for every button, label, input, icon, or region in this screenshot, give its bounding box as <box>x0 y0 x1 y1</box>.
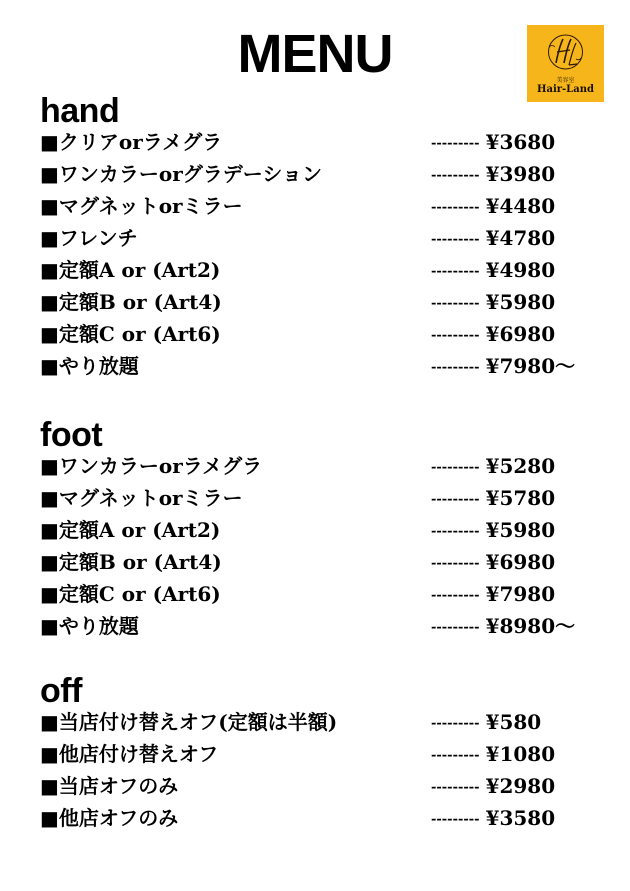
price-leader: --------- <box>431 748 480 763</box>
menu-item <box>40 802 600 834</box>
item-price: ¥7980 <box>485 582 556 606</box>
section-title: foot <box>40 416 103 454</box>
price-leader: --------- <box>431 588 480 603</box>
price-leader: --------- <box>431 716 480 731</box>
item-price: ¥6980 <box>485 322 556 346</box>
menu-item <box>40 514 600 546</box>
menu-item <box>40 482 600 514</box>
item-name: ■定額C or (Art6) <box>40 322 221 346</box>
item-price: ¥3680 <box>485 130 556 154</box>
item-name: ■フレンチ <box>40 226 138 250</box>
item-name: ■クリアorラメグラ <box>40 130 223 154</box>
price-leader: --------- <box>431 460 480 475</box>
item-name: ■定額B or (Art4) <box>40 550 222 574</box>
section-title: off <box>40 672 82 710</box>
item-price: ¥5280 <box>485 454 556 478</box>
menu-item <box>40 770 600 802</box>
menu-item <box>40 738 600 770</box>
price-leader: --------- <box>431 360 480 375</box>
menu-item <box>40 158 600 190</box>
price-leader: --------- <box>431 524 480 539</box>
logo-name: Hair-Land <box>537 84 594 95</box>
item-price: ¥8980〜 <box>485 614 576 638</box>
menu-item <box>40 610 600 642</box>
item-name: ■当店オフのみ <box>40 774 179 798</box>
item-price: ¥4780 <box>485 226 556 250</box>
item-price: ¥2980 <box>485 774 556 798</box>
item-price: ¥5980 <box>485 290 556 314</box>
item-name: ■定額A or (Art2) <box>40 258 221 282</box>
item-name: ■マグネットorミラー <box>40 486 243 510</box>
price-leader: --------- <box>431 136 480 151</box>
item-price: ¥7980〜 <box>485 354 576 378</box>
item-price: ¥3580 <box>485 806 556 830</box>
menu-item <box>40 350 600 382</box>
item-price: ¥5980 <box>485 518 556 542</box>
item-name: ■やり放題 <box>40 614 139 638</box>
item-name: ■定額A or (Art2) <box>40 518 221 542</box>
item-name: ■他店付け替えオフ <box>40 742 219 766</box>
menu-item <box>40 546 600 578</box>
item-name: ■定額B or (Art4) <box>40 290 222 314</box>
price-leader: --------- <box>431 296 480 311</box>
item-name: ■他店オフのみ <box>40 806 179 830</box>
item-price: ¥5780 <box>485 486 556 510</box>
item-price: ¥6980 <box>485 550 556 574</box>
price-leader: --------- <box>431 780 480 795</box>
price-leader: --------- <box>431 812 480 827</box>
item-price: ¥3980 <box>485 162 556 186</box>
menu-item <box>40 254 600 286</box>
menu-item <box>40 318 600 350</box>
item-price: ¥4480 <box>485 194 556 218</box>
page-title: MENU <box>237 24 393 84</box>
price-leader: --------- <box>431 168 480 183</box>
price-leader: --------- <box>431 556 480 571</box>
price-leader: --------- <box>431 328 480 343</box>
price-leader: --------- <box>431 200 480 215</box>
item-name: ■マグネットorミラー <box>40 194 243 218</box>
item-price: ¥4980 <box>485 258 556 282</box>
section-title: hand <box>40 92 120 130</box>
menu-item <box>40 706 600 738</box>
item-name: ■ワンカラーorラメグラ <box>40 454 263 478</box>
item-price: ¥580 <box>485 710 542 734</box>
menu-item <box>40 222 600 254</box>
item-name: ■当店付け替えオフ(定額は半額) <box>40 710 338 734</box>
section-hand <box>40 94 600 382</box>
item-name: ■ワンカラーorグラデーション <box>40 162 322 186</box>
price-leader: --------- <box>431 620 480 635</box>
logo-subtitle: 美容室 <box>556 77 575 84</box>
hair-land-logo <box>527 25 604 102</box>
menu-item <box>40 190 600 222</box>
price-leader: --------- <box>431 232 480 247</box>
price-leader: --------- <box>431 264 480 279</box>
section-off <box>40 674 600 834</box>
section-foot <box>40 418 600 642</box>
menu-item <box>40 450 600 482</box>
item-name: ■定額C or (Art6) <box>40 582 221 606</box>
price-leader: --------- <box>431 492 480 507</box>
menu-item <box>40 126 600 158</box>
menu-item <box>40 578 600 610</box>
item-price: ¥1080 <box>485 742 556 766</box>
menu-item <box>40 286 600 318</box>
item-name: ■やり放題 <box>40 354 139 378</box>
